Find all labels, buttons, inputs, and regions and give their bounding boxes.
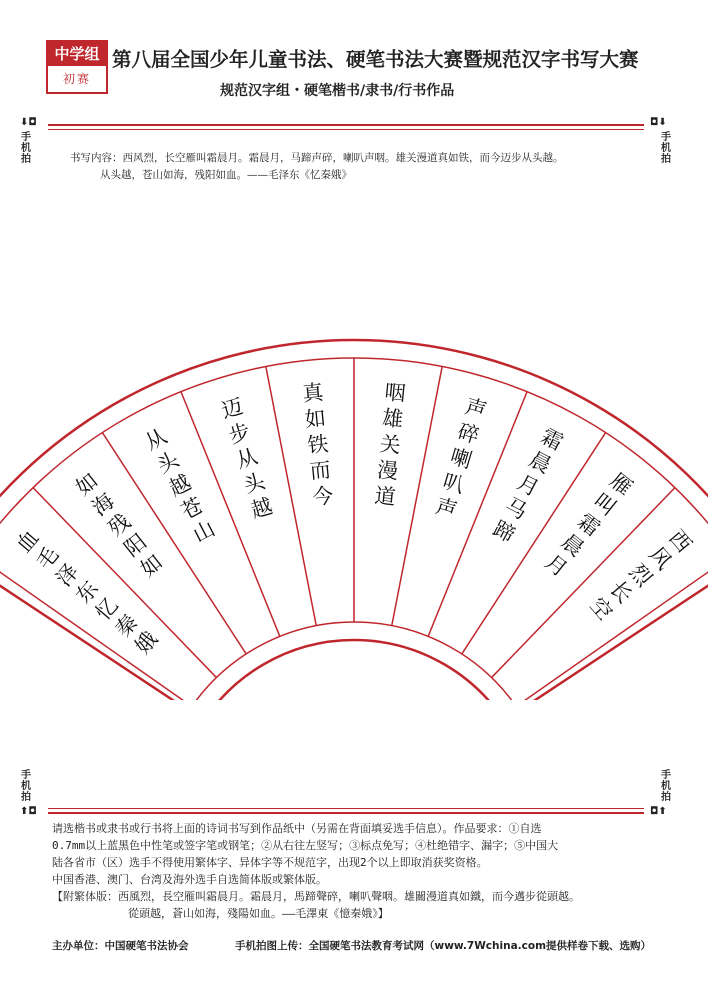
req-line-1: 请选楷书或隶书或行书将上面的诗词书写到作品纸中（另需在背面填妥选手信息）。作品要求：①自选 — [52, 822, 542, 835]
fan-character: 月 — [513, 470, 543, 502]
arrow-down-icon: ⬇ — [20, 117, 29, 128]
bottom-band-thin — [48, 808, 644, 809]
organizer: 主办单位：中国硬笔书法协会 — [52, 940, 189, 952]
fan-character: 秦 — [110, 610, 143, 642]
fan-character: 声 — [462, 394, 490, 424]
arrow-up-icon: ⬆ — [20, 806, 29, 817]
req-line-3: 陆各省市（区）选手不得使用繁体字、异体字等不规范字，出现2个以上即取消获奖资格。 — [52, 856, 488, 869]
fan-character: 从 — [233, 444, 261, 474]
badge-group: 中学组 — [48, 42, 106, 66]
req-line-4: 中国香港、澳门、台湾及海外选手自选简体版或繁体版。 — [52, 873, 327, 886]
fan-column — [141, 424, 219, 547]
fan-character: 迈 — [218, 394, 246, 424]
fan-character: 关 — [378, 431, 402, 458]
fan-column — [585, 526, 696, 625]
fan-character: 忆 — [90, 593, 123, 625]
fan-character: 漫 — [376, 457, 400, 484]
fan-character: 娥 — [130, 626, 163, 659]
page-title: 第八届全国少年儿童书法、硬笔书法大赛暨规范汉字书写大赛 — [112, 48, 639, 71]
phone-label-top-right: 手机拍 — [661, 132, 671, 165]
fan-character: 雁 — [605, 468, 637, 501]
fan-character: 山 — [189, 516, 219, 548]
fan-column — [301, 380, 334, 510]
fan-character: 而 — [308, 457, 332, 484]
fan-character: 头 — [240, 468, 268, 498]
fan-character: 雄 — [381, 405, 405, 432]
fan-character: 月 — [540, 549, 573, 582]
fan-character: 东 — [71, 576, 104, 608]
arrow-down-icon: ⬇ — [658, 117, 667, 128]
fan-column — [374, 380, 407, 509]
requirements — [52, 820, 652, 922]
fan-character: 晨 — [525, 447, 555, 479]
bottom-band — [48, 812, 644, 814]
fan-character: 从 — [141, 423, 171, 455]
content-line-1: 西风烈，长空雁叫霜晨月。霜晨月，马蹄声碎，喇叭声咽。雄关漫道真如铁，而今迈步从头越。 — [122, 152, 564, 164]
fan-character: 声 — [432, 493, 460, 523]
fan-column — [541, 468, 637, 581]
fan-character: 如 — [71, 468, 103, 501]
badge-stage: 初赛 — [62, 72, 91, 86]
fan-character: 泽 — [51, 559, 84, 591]
upload-info: 手机拍图上传：全国硬笔书法教育考试网（www.7Wchina.com提供样卷下载、选购） — [235, 940, 652, 952]
camera-icon: ◘ — [650, 117, 659, 128]
fan-character: 越 — [248, 493, 276, 523]
fan-character: 咽 — [383, 380, 407, 406]
fan-character: 西 — [664, 525, 697, 558]
fan-character: 空 — [585, 593, 618, 625]
bottom-right-marker — [650, 806, 667, 817]
fan-character: 苍 — [177, 493, 207, 525]
fan-character: 霜 — [537, 423, 567, 455]
phone-label-top-left: 手机拍 — [21, 132, 31, 165]
fan-column — [489, 424, 567, 547]
fan-character: 喇 — [447, 444, 475, 474]
fan-character: 如 — [135, 549, 168, 582]
fan-character: 马 — [501, 493, 531, 525]
fan-character: 毛 — [31, 542, 64, 575]
content-line-2: 从头越，苍山如海，残阳如血。——毛泽东《忆秦娥》 — [100, 169, 352, 181]
fan-character: 叭 — [440, 468, 468, 498]
camera-icon: ◘ — [28, 806, 37, 817]
page-subtitle: 规范汉字组・硬笔楷书/隶书/行书作品 — [220, 83, 455, 99]
phone-label-bottom-right: 手机拍 — [661, 770, 671, 803]
arrow-up-icon: ⬆ — [658, 806, 667, 817]
camera-icon: ◘ — [28, 117, 37, 128]
fan-character: 头 — [153, 447, 183, 479]
fan-character: 铁 — [306, 431, 330, 458]
fan-character: 阳 — [119, 529, 152, 562]
fan-character: 霜 — [573, 509, 605, 541]
fan-character: 烈 — [624, 559, 657, 591]
fan-character: 残 — [103, 509, 135, 541]
req-line-2: 0.7mm以上蓝黑色中性笔或签字笔或钢笔；②从右往左竖写；③标点免写；④杜绝错字、漏字；⑤中国大 — [52, 839, 559, 852]
fan-character: 步 — [226, 419, 254, 449]
fan-column — [219, 394, 275, 523]
fan-character: 海 — [87, 488, 119, 521]
trad-line-2: 從頭越，蒼山如海，殘陽如血。——毛澤東《憶秦娥》】 — [128, 907, 389, 920]
fan-character: 蹄 — [489, 516, 519, 548]
fan-character: 风 — [644, 542, 677, 575]
content-label: 书写内容： — [70, 152, 123, 164]
fan-character: 如 — [303, 405, 327, 432]
camera-icon: ◘ — [650, 806, 659, 817]
fan-character: 长 — [604, 576, 637, 608]
bottom-left-marker — [20, 806, 37, 817]
trad-line-1: 西風烈，長空雁叫霜晨月。霜晨月，馬蹄聲碎，喇叭聲咽。雄關漫道真如鐵，而今邁步從頭越。 — [118, 890, 580, 903]
trad-label: 【附繁体版： — [52, 890, 118, 903]
phone-label-bottom-left: 手机拍 — [21, 770, 31, 803]
fan-character: 血 — [11, 525, 44, 558]
fan-column — [71, 468, 167, 581]
fan-character: 碎 — [454, 419, 482, 449]
fan-character: 叫 — [589, 488, 621, 521]
fan-character: 今 — [311, 483, 335, 510]
fan-character: 越 — [165, 470, 195, 502]
fan-column — [433, 394, 489, 523]
fan-character: 道 — [373, 483, 397, 510]
fan-character: 晨 — [556, 529, 589, 562]
fan-character: 真 — [301, 380, 325, 406]
